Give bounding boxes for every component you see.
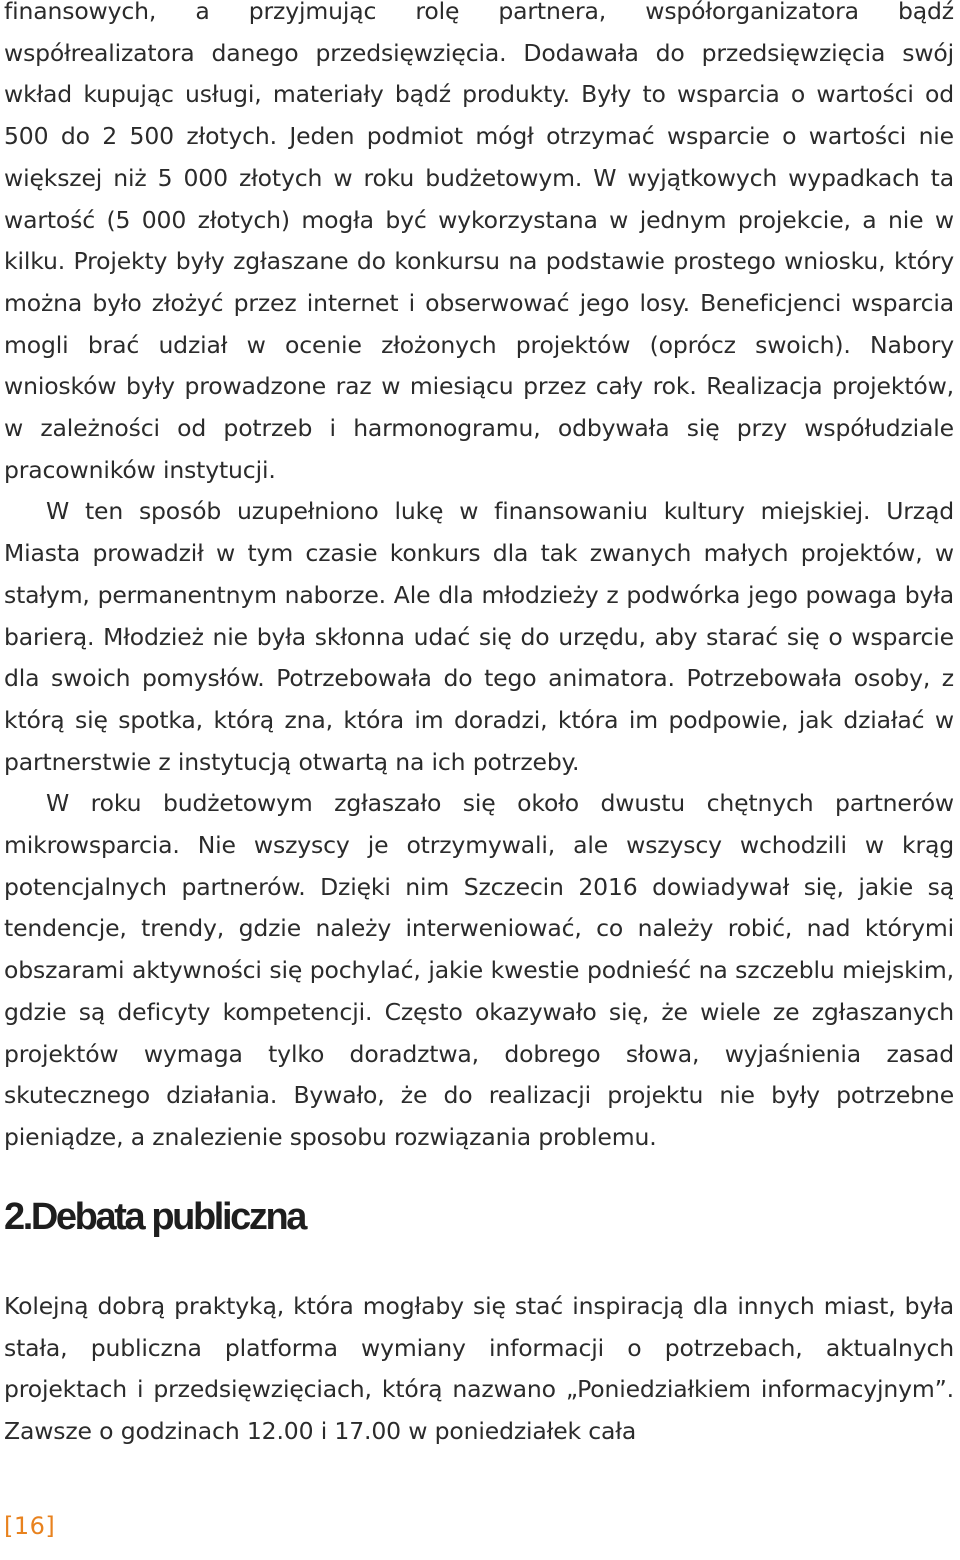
body-text-section [4, 0, 954, 1159]
section-body [4, 1286, 954, 1453]
section-heading: 2.Debata publiczna [4, 1196, 305, 1238]
paragraph-continuation: finansowych, a przyjmując rolę partnera, współorganizatora bądź współrealizatora danego przedsięwzięcia. Dodawała do przedsięwzięcia swój wkład kupując usługi, materiały bądź produkty. Były to wsparcia o wartości od 500 do 2 500 złotych. Jeden podmiot mógł otrzymać wsparcie o wartości nie większej niż 5 000 złotych w roku budżetowym. W wyjątkowych wypadkach ta wartość (5 000 złotych) mogła być wykorzystana w jednym projekcie, a nie w kilku. Projekty były zgłaszane do konkursu na podstawie prostego wniosku, który można było złożyć przez internet i obserwować jego losy. Beneficjenci wsparcia mogli brać udział w ocenie złożonych projektów (oprócz swoich). Nabory wniosków były prowadzone raz w miesiącu przez cały rok. Realizacja projektów, w zależności od potrzeb i harmonogramu, odbywała się przy współudziale pracowników instytucji. [4, 0, 954, 484]
paragraph-budget-year: W roku budżetowym zgłaszało się około dwustu chętnych partnerów mikrowsparcia. Nie wszyscy je otrzymywali, ale wszyscy wchodzili w krąg potencjalnych partnerów. Dzięki nim Szczecin 2016 dowiadywał się, jakie są tendencje, trendy, gdzie należy interweniować, co należy robić, nad którymi obszarami aktywności się pochylać, jakie kwestie podnieść na szczeblu miejskim, gdzie są deficyty kompetencji. Często okazywało się, że wiele ze zgłaszanych projektów wymaga tylko doradztwa, dobrego słowa, wyjaśnienia zasad skutecznego działania. Bywało, że do realizacji projektu nie były potrzebne pieniądze, a znalezienie sposobu rozwiązania problemu. [4, 789, 954, 1151]
paragraph-public-debate: Kolejną dobrą praktyką, która mogłaby się stać inspiracją dla innych miast, była stała, publiczna platforma wymiany informacji o potrzebach, aktualnych projektach i przedsięwzięciach, którą nazwano „Poniedziałkiem informacyjnym”. Zawsze o godzinach 12.00 i 17.00 w poniedziałek cała [4, 1292, 954, 1446]
page-number: [16] [4, 1512, 56, 1540]
paragraph-gap-in-funding: W ten sposób uzupełniono lukę w finansowaniu kultury miejskiej. Urząd Miasta prowadził w tym czasie konkurs dla tak zwanych małych projektów, w stałym, permanentnym naborze. Ale dla młodzieży z podwórka jego powaga była barierą. Młodzież nie była skłonna udać się do urzędu, aby starać się o wsparcie dla swoich pomysłów. Potrzebowała do tego animatora. Potrzebowała osoby, z którą się spotka, którą zna, która im doradzi, która im podpowie, jak działać w partnerstwie z instytucją otwartą na ich potrzeby. [4, 497, 954, 776]
